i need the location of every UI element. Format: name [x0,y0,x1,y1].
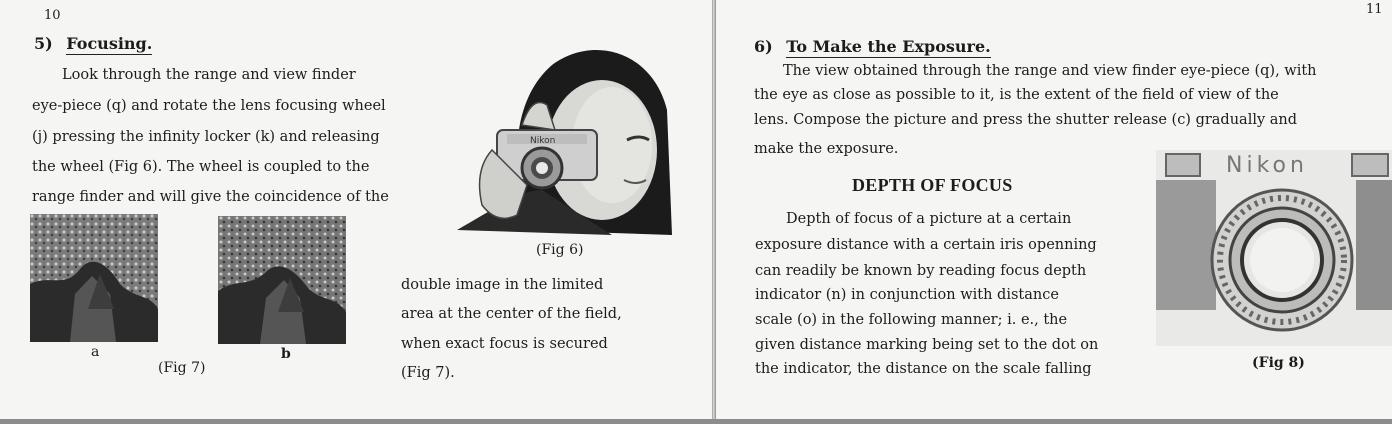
exposure-line-2: the eye as close as possible to it, is the extent of the field of view of the [754,87,1279,103]
continued-line-2: area at the center of the field, [401,306,622,322]
depth-line-3: can readily be known by reading focus depth [755,263,1087,279]
depth-line-1: Depth of focus of a picture at a certain [786,211,1072,227]
right-page [716,0,1392,424]
body-line-5: range finder and will give the coincidence of the [32,189,389,205]
body-line-1: Look through the range and view finder [62,67,356,83]
section-title: Focusing. [66,34,153,53]
fig7-label-a: a [91,344,100,360]
fig8-caption: (Fig 8) [1252,355,1305,371]
section-number: 6) [754,37,773,56]
body-line-4: the wheel (Fig 6). The wheel is coupled to the [32,159,370,175]
fig6-photo [452,40,672,235]
fig7-label-b: b [281,346,291,362]
fig7-photo-b [218,216,346,344]
depth-line-6: given distance marking being set to the dot on [755,337,1099,353]
continued-line-3: when exact focus is secured [401,336,608,352]
body-line-3: (j) pressing the infinity locker (k) and releasing [32,129,380,145]
fig8-camera-brand: Nikon [1226,153,1308,178]
exposure-line-1: The view obtained through the range and view finder eye-piece (q), with [783,63,1317,79]
fig7-photo-a [30,214,158,342]
fig6-caption: (Fig 6) [536,242,584,258]
fig8-photo [1156,150,1392,346]
page-number-right: 11 [1366,2,1383,17]
continued-line-4: (Fig 7). [401,365,455,381]
depth-of-focus-heading: DEPTH OF FOCUS [852,175,1013,195]
section-number: 5) [34,34,53,53]
depth-line-4: indicator (n) in conjunction with distance [755,287,1059,303]
section-heading-exposure [754,37,991,56]
section-title: To Make the Exposure. [786,37,991,56]
fig7-caption: (Fig 7) [158,360,206,376]
depth-line-5: scale (o) in the following manner; i. e., the [755,312,1068,328]
continued-line-1: double image in the limited [401,277,604,293]
depth-line-2: exposure distance with a certain iris openning [755,237,1097,253]
depth-line-7: the indicator, the distance on the scale falling [755,361,1092,377]
page-number-left: 10 [44,8,61,23]
fig6-camera-brand: Nikon [530,136,556,146]
exposure-line-3: lens. Compose the picture and press the shutter release (c) gradually and [754,112,1298,128]
body-line-2: eye-piece (q) and rotate the lens focusing wheel [32,98,386,114]
section-heading-focusing [34,34,152,53]
exposure-line-4: make the exposure. [754,141,899,157]
page-bottom-edge [0,419,1392,424]
